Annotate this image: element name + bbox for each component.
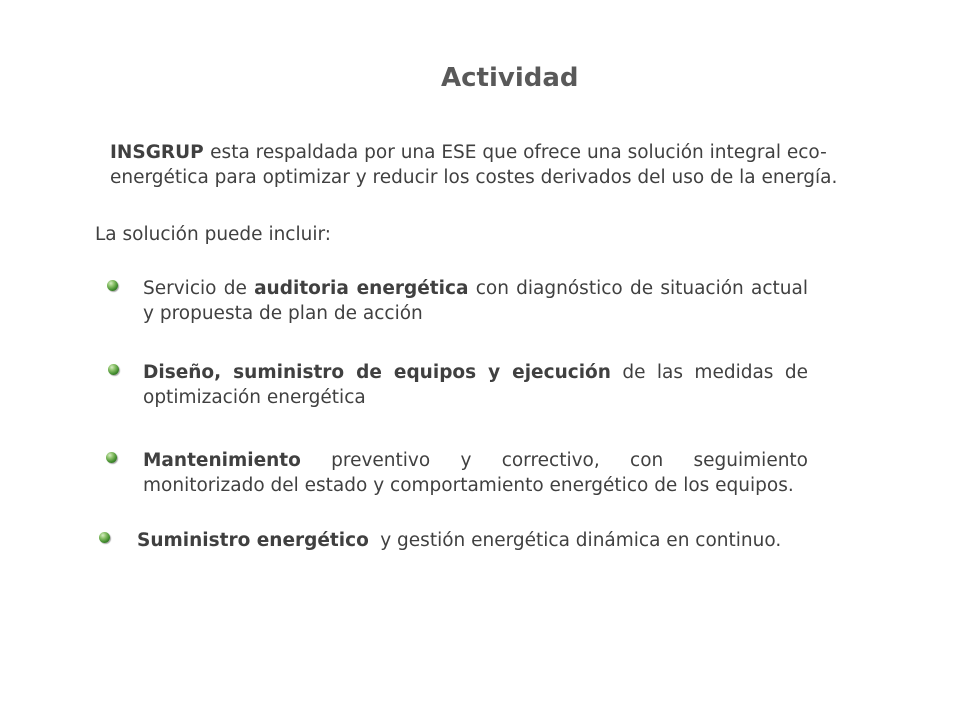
list-item-text: preventivo y correctivo, con seguimiento monitorizado del estado y comportamiento energético de los equipos. — [143, 450, 808, 496]
green-sphere-bullet-icon — [107, 280, 118, 291]
list-item — [143, 276, 808, 326]
list-item — [143, 448, 808, 498]
list-item-text: de las medidas de optimización energética — [143, 362, 808, 408]
list-item-highlight: Mantenimiento — [143, 450, 301, 471]
subheading: La solución puede incluir: — [95, 224, 331, 245]
list-item-highlight: Diseño, suministro de equipos y ejecución — [143, 362, 611, 383]
green-sphere-bullet-icon — [106, 452, 117, 463]
list-item-text: con diagnóstico de situación actual y propuesta de plan de acción — [143, 278, 808, 324]
brand-name: INSGRUP — [110, 142, 204, 163]
slide-title: Actividad — [441, 63, 579, 93]
list-item-text: y gestión energética dinámica en continuo. — [374, 530, 782, 551]
list-item-highlight: auditoria energética — [254, 278, 469, 299]
list-item — [137, 528, 781, 553]
list-item-text: Servicio de — [143, 278, 255, 299]
intro-paragraph — [110, 140, 870, 190]
intro-text: esta respaldada por una ESE que ofrece una solución integral eco-energética para optimizar y reducir los costes derivados del uso de la energía. — [110, 142, 838, 188]
green-sphere-bullet-icon — [99, 532, 110, 543]
list-item-highlight: Suministro energético — [137, 530, 369, 551]
list-item — [143, 360, 808, 410]
green-sphere-bullet-icon — [108, 364, 119, 375]
